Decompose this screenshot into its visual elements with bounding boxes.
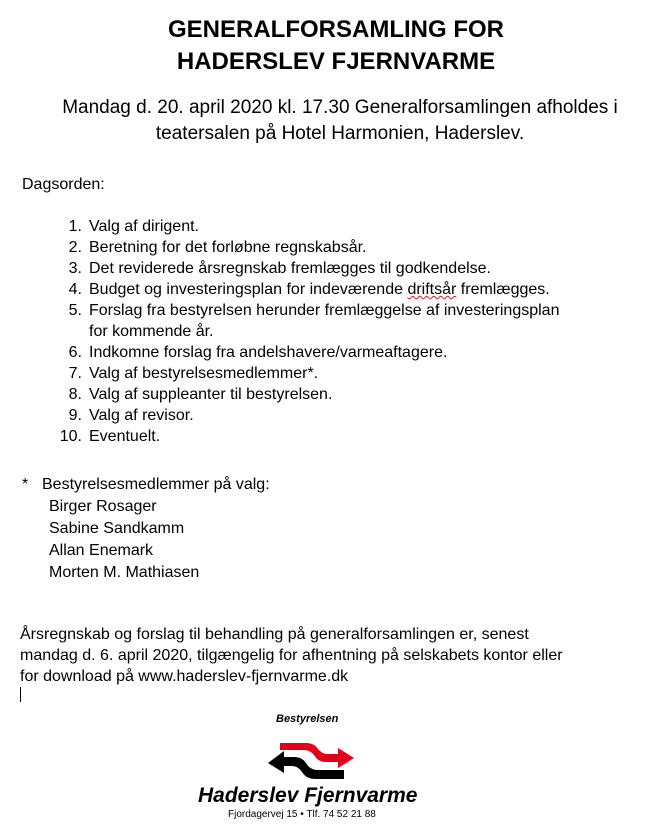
title-line-2: HADERSLEV FJERNVARME xyxy=(176,48,496,75)
agenda-item-text: Valg af bestyrelsesmedlemmer*. xyxy=(89,365,319,382)
agenda-heading: Dagsorden: xyxy=(22,176,105,193)
agenda-item-text-part: Budget og investeringsplan for indeværende xyxy=(89,281,408,298)
agenda-item-text-part: fremlægges. xyxy=(456,281,550,298)
members-list xyxy=(49,496,199,584)
agenda-item xyxy=(48,258,668,279)
document-title xyxy=(0,14,672,78)
agenda-item-text: Valg af revisor. xyxy=(89,407,194,424)
intro-line-1: Mandag d. 20. april 2020 kl. 17.30 Generalforsamlingen afholdes i xyxy=(62,97,618,118)
agenda-item-number: 9. xyxy=(68,407,82,424)
member-name: Morten M. Mathiasen xyxy=(49,564,200,581)
election-note-text: Bestyrelsesmedlemmer på valg: xyxy=(42,476,270,493)
agenda-item xyxy=(48,237,668,258)
agenda-item-number: 7. xyxy=(68,365,82,382)
spellcheck-marked-word: driftsår xyxy=(407,281,457,298)
agenda-item xyxy=(48,279,668,300)
agenda-item-text xyxy=(89,300,668,342)
member-name: Sabine Sandkamm xyxy=(49,520,185,537)
member-name: Allan Enemark xyxy=(49,542,154,559)
intro-paragraph xyxy=(20,95,660,147)
intro-line-2: teatersalen på Hotel Harmonien, Haderslev. xyxy=(155,123,525,144)
election-note xyxy=(22,474,270,495)
agenda-item-text-line: Forslag fra bestyrelsen herunder fremlæggelse af investeringsplan xyxy=(89,302,560,319)
agenda-list xyxy=(48,216,668,447)
agenda-item-text-line: for kommende år. xyxy=(89,323,214,340)
agenda-item xyxy=(48,363,668,384)
agenda-item-number: 4. xyxy=(68,281,82,298)
footnote-marker: * xyxy=(22,476,29,493)
agenda-item-number: 10. xyxy=(59,428,82,445)
agenda-item-text: Eventuelt. xyxy=(89,428,161,445)
board-signature: Bestyrelsen xyxy=(276,713,339,725)
agenda-item-text xyxy=(89,279,668,300)
agenda-item-text: Valg af dirigent. xyxy=(89,218,199,235)
availability-line-2: mandag d. 6. april 2020, tilgængelig for afhentning på selskabets kontor eller xyxy=(20,647,563,664)
agenda-item-text: Det reviderede årsregnskab fremlægges til godkendelse. xyxy=(89,260,491,277)
agenda-item-number: 2. xyxy=(68,239,82,256)
agenda-item-text: Beretning for det forløbne regnskabsår. xyxy=(89,239,367,256)
availability-line-1: Årsregnskab og forslag til behandling på generalforsamlingen er, senest xyxy=(20,626,529,643)
text-cursor xyxy=(20,687,21,702)
availability-paragraph xyxy=(20,624,665,687)
company-name: Haderslev Fjernvarme xyxy=(198,784,418,807)
agenda-item-number: 1. xyxy=(68,218,82,235)
agenda-item-number: 5. xyxy=(68,302,82,319)
agenda-item xyxy=(48,216,668,237)
member-name: Birger Rosager xyxy=(49,498,157,515)
agenda-item xyxy=(48,384,668,405)
company-address: Fjordagervej 15 • Tlf. 74 52 21 88 xyxy=(228,809,376,820)
agenda-item xyxy=(48,342,668,363)
title-line-1: GENERALFORSAMLING FOR xyxy=(168,16,504,43)
agenda-item xyxy=(48,300,668,342)
agenda-item-number: 6. xyxy=(68,344,82,361)
agenda-item-number: 8. xyxy=(68,386,82,403)
agenda-item-text: Indkomne forslag fra andelshavere/varmeaftagere. xyxy=(89,344,448,361)
agenda-item-text: Valg af suppleanter til bestyrelsen. xyxy=(89,386,333,403)
haderslev-fjernvarme-logo-mark-icon xyxy=(266,733,356,783)
agenda-item-number: 3. xyxy=(68,260,82,277)
availability-line-3: for download på www.haderslev-fjernvarme.dk xyxy=(20,668,349,685)
agenda-item xyxy=(48,426,668,447)
agenda-item xyxy=(48,405,668,426)
